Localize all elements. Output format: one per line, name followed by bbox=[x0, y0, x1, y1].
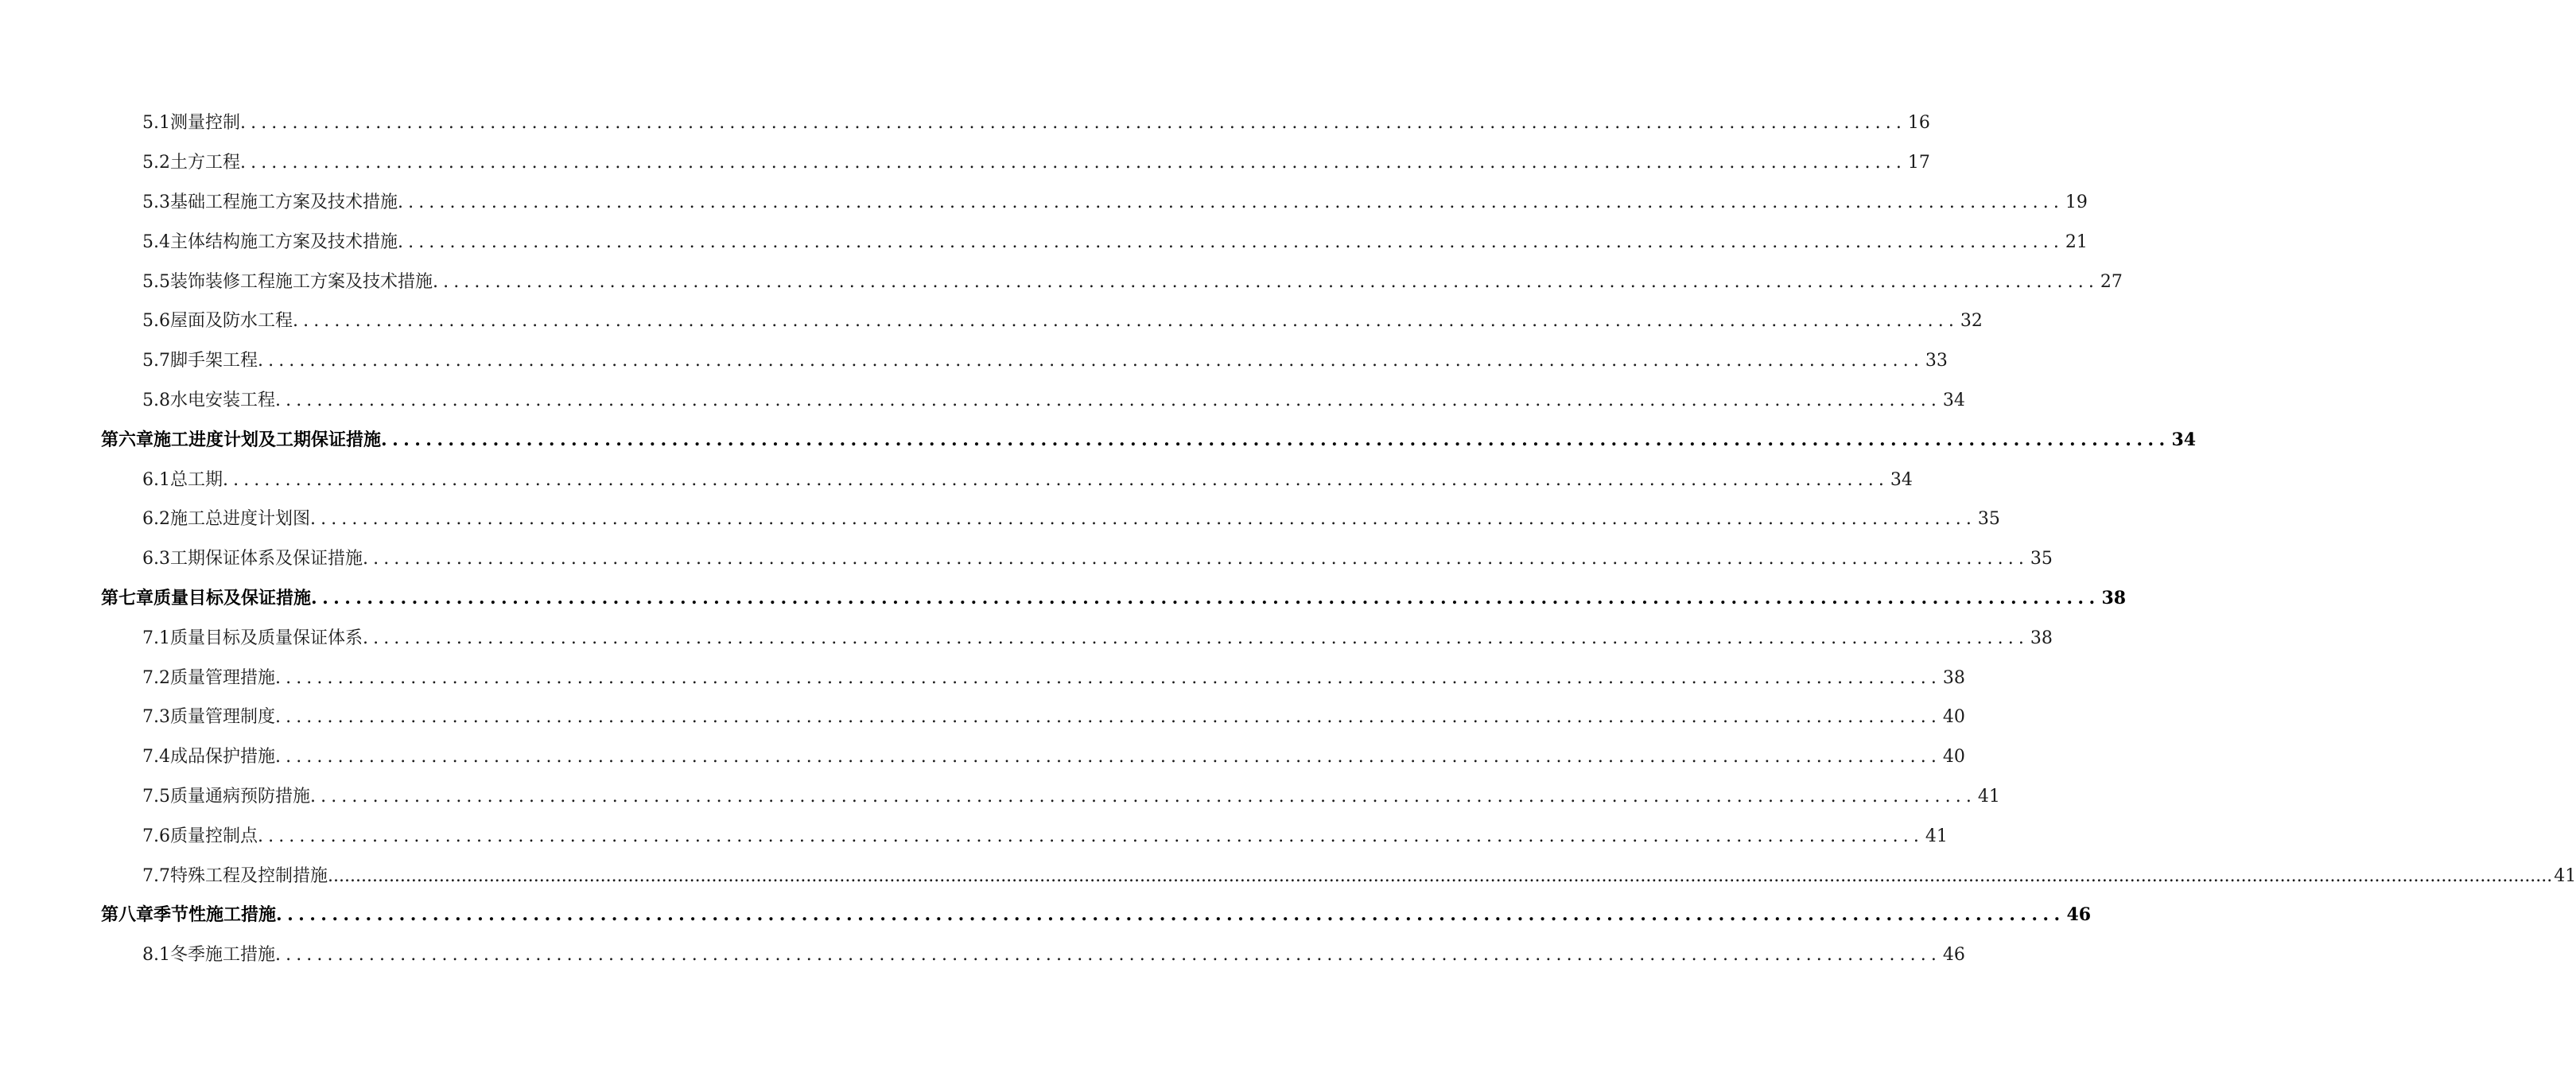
toc-entry-title: 质量目标及质量保证体系 bbox=[170, 628, 363, 648]
toc-entry-number: 6.2 bbox=[142, 509, 170, 530]
toc-section-entry[interactable] bbox=[0, 458, 1913, 498]
toc-entry-number: 6.3 bbox=[142, 549, 170, 569]
toc-entry-title: 质量通病预防措施 bbox=[170, 786, 311, 807]
toc-dot-leader: ................................................................................................................................................................ bbox=[363, 549, 2029, 569]
toc-entry-title: 水电安装工程 bbox=[170, 390, 276, 410]
toc-entry-line bbox=[142, 624, 2053, 649]
toc-entry-number: 7.3 bbox=[142, 707, 170, 728]
toc-entry-number: 5.6 bbox=[142, 311, 170, 332]
toc-entry-number: 5.4 bbox=[142, 231, 170, 252]
toc-entry-title: 脚手架工程 bbox=[170, 351, 258, 371]
toc-dot-leader: ................................................................................................................................................................ bbox=[433, 271, 2099, 292]
toc-entry-title: 施工总进度计划图 bbox=[170, 509, 311, 530]
toc-page-number: 34 bbox=[1890, 469, 1913, 490]
toc-entry-number: 第七章 bbox=[101, 587, 154, 608]
toc-page-number: 38 bbox=[2101, 587, 2127, 608]
toc-entry-number: 第六章 bbox=[101, 429, 154, 450]
toc-page-number: 17 bbox=[1907, 153, 1930, 173]
toc-section-entry[interactable] bbox=[0, 736, 1965, 776]
toc-entry-line bbox=[142, 228, 2088, 253]
toc-entry-title: 测量控制 bbox=[170, 113, 241, 134]
toc-page-number: 38 bbox=[1942, 667, 1965, 688]
toc-section-entry[interactable] bbox=[0, 181, 2088, 221]
toc-dot-leader: ................................................................................................................................................................ bbox=[275, 390, 1941, 410]
toc-entry-line bbox=[142, 822, 1948, 847]
toc-dot-leader: ................................................................................................................................................................ bbox=[258, 351, 1924, 371]
toc-entry-line bbox=[142, 703, 1965, 728]
toc-page-number: 40 bbox=[1942, 747, 1965, 768]
toc-entry-title: 基础工程施工方案及技术措施 bbox=[170, 192, 398, 212]
toc-entry-number: 7.7 bbox=[142, 865, 170, 886]
toc-chapter-entry[interactable] bbox=[0, 418, 2197, 458]
toc-section-entry[interactable] bbox=[0, 300, 1983, 340]
toc-entry-line bbox=[142, 466, 1913, 491]
toc-entry-number: 5.7 bbox=[142, 351, 170, 371]
toc-entry-line bbox=[142, 307, 1983, 332]
toc-entry-number: 5.3 bbox=[142, 192, 170, 212]
toc-section-entry[interactable] bbox=[0, 814, 1948, 854]
toc-entry-number: 7.6 bbox=[142, 826, 170, 846]
toc-entry-title: 季节性施工措施 bbox=[153, 904, 277, 926]
toc-page-number: 21 bbox=[2065, 231, 2088, 252]
toc-section-entry[interactable] bbox=[0, 220, 2088, 260]
toc-page-number: 38 bbox=[2030, 628, 2053, 648]
toc-section-entry[interactable] bbox=[0, 616, 2053, 656]
toc-entry-number: 8.1 bbox=[142, 945, 170, 966]
toc-section-entry[interactable] bbox=[0, 696, 1965, 736]
toc-entry-title: 质量目标及保证措施 bbox=[153, 587, 312, 608]
toc-dot-leader: ................................................................................................................................................................ bbox=[275, 747, 1941, 768]
toc-entry-number: 7.2 bbox=[142, 667, 170, 688]
toc-dot-leader: ................................................................................................................................................................ bbox=[275, 667, 1941, 688]
toc-dot-leader: ................................................................................................................................................................ bbox=[310, 509, 1976, 530]
toc-page-number: 32 bbox=[1960, 311, 1983, 332]
toc-entry-number: 6.1 bbox=[142, 469, 170, 490]
toc-entry-title: 质量管理措施 bbox=[170, 667, 276, 688]
toc-section-entry[interactable] bbox=[0, 340, 1948, 379]
toc-dot-leader: ................................................................................................................................................................ bbox=[275, 945, 1941, 966]
toc-page-number: 41 bbox=[1925, 826, 1948, 846]
toc-section-entry[interactable] bbox=[0, 934, 1965, 974]
toc-page-number: 41 bbox=[1977, 786, 2000, 807]
toc-dot-leader: ................................................................................................................................................................ bbox=[275, 707, 1941, 728]
toc-section-entry[interactable] bbox=[0, 854, 2576, 894]
toc-dot-leader: ................................................................................................................................................................ bbox=[276, 904, 2065, 926]
toc-entry-line bbox=[101, 901, 2092, 926]
toc-entry-line bbox=[142, 149, 1930, 173]
toc-dot-leader: ................................................................................................................................................................ bbox=[240, 113, 1906, 134]
toc-page-number: 19 bbox=[2065, 192, 2088, 212]
toc-section-entry[interactable] bbox=[0, 379, 1965, 419]
toc-section-entry[interactable] bbox=[0, 102, 1930, 142]
toc-entry-line bbox=[142, 664, 1965, 689]
toc-entry-title: 成品保护措施 bbox=[170, 747, 276, 768]
toc-entry-line bbox=[142, 387, 1965, 411]
toc-entry-number: 7.1 bbox=[142, 628, 170, 648]
toc-entry-title: 屋面及防水工程 bbox=[170, 311, 293, 332]
toc-entry-line bbox=[142, 743, 1965, 768]
toc-entry-line bbox=[142, 862, 2576, 887]
toc-page-number: 27 bbox=[2100, 271, 2123, 292]
toc-dot-leader: ................................................................................................................................................................ bbox=[363, 628, 2029, 648]
toc-entry-number: 7.4 bbox=[142, 747, 170, 768]
toc-section-entry[interactable] bbox=[0, 142, 1930, 181]
toc-page-number: 35 bbox=[1977, 509, 2000, 530]
toc-dot-leader: ................................................................................................................................................................................................................................................................................................................................................................................................................ bbox=[328, 865, 2553, 886]
toc-entry-title: 工期保证体系及保证措施 bbox=[170, 549, 363, 569]
toc-dot-leader: ................................................................................................................................................................ bbox=[240, 153, 1906, 173]
toc-page-number: 16 bbox=[1907, 113, 1930, 134]
toc-entry-number: 5.8 bbox=[142, 390, 170, 410]
toc-entry-title: 主体结构施工方案及技术措施 bbox=[170, 231, 398, 252]
toc-entry-number: 5.1 bbox=[142, 113, 170, 134]
table-of-contents bbox=[0, 102, 2576, 974]
toc-entry-title: 土方工程 bbox=[170, 153, 241, 173]
toc-entry-title: 装饰装修工程施工方案及技术措施 bbox=[170, 271, 433, 292]
toc-page-number: 34 bbox=[2171, 429, 2197, 450]
toc-entry-line bbox=[142, 505, 2000, 530]
toc-dot-leader: ................................................................................................................................................................ bbox=[311, 587, 2100, 608]
toc-entry-line bbox=[142, 189, 2088, 213]
toc-entry-line bbox=[142, 941, 1965, 966]
toc-dot-leader: ................................................................................................................................................................ bbox=[223, 469, 1889, 490]
toc-entry-number: 第八章 bbox=[101, 904, 154, 926]
toc-page-number: 46 bbox=[2066, 904, 2092, 926]
toc-entry-title: 特殊工程及控制措施 bbox=[170, 865, 328, 886]
toc-page-number: 33 bbox=[1925, 351, 1948, 371]
toc-entry-number: 5.5 bbox=[142, 271, 170, 292]
toc-entry-title: 施工进度计划及工期保证措施 bbox=[153, 429, 382, 450]
toc-entry-line bbox=[101, 426, 2197, 451]
toc-section-entry[interactable] bbox=[0, 538, 2053, 577]
toc-dot-leader: ................................................................................................................................................................ bbox=[381, 429, 2170, 450]
toc-entry-line bbox=[142, 109, 1930, 134]
toc-dot-leader: ................................................................................................................................................................ bbox=[293, 311, 1959, 332]
toc-entry-title: 质量控制点 bbox=[170, 826, 258, 846]
toc-entry-line bbox=[142, 783, 2000, 807]
toc-section-entry[interactable] bbox=[0, 776, 2000, 815]
toc-section-entry[interactable] bbox=[0, 260, 2123, 300]
toc-dot-leader: ................................................................................................................................................................ bbox=[398, 231, 2064, 252]
toc-page-number: 35 bbox=[2030, 549, 2053, 569]
toc-dot-leader: ................................................................................................................................................................ bbox=[258, 826, 1924, 846]
toc-section-entry[interactable] bbox=[0, 498, 2000, 538]
toc-page-number: 46 bbox=[1942, 945, 1965, 966]
toc-entry-number: 5.2 bbox=[142, 153, 170, 173]
toc-entry-title: 冬季施工措施 bbox=[170, 945, 276, 966]
toc-chapter-entry[interactable] bbox=[0, 577, 2127, 617]
toc-entry-line bbox=[101, 585, 2127, 609]
toc-dot-leader: ................................................................................................................................................................ bbox=[398, 192, 2064, 212]
toc-chapter-entry[interactable] bbox=[0, 894, 2092, 934]
toc-entry-number: 7.5 bbox=[142, 786, 170, 807]
toc-entry-line bbox=[142, 268, 2123, 293]
toc-section-entry[interactable] bbox=[0, 656, 1965, 696]
toc-dot-leader: ................................................................................................................................................................ bbox=[310, 786, 1976, 807]
toc-page-number: 41 bbox=[2554, 865, 2576, 886]
toc-page-number: 34 bbox=[1942, 390, 1965, 410]
toc-entry-title: 总工期 bbox=[170, 469, 223, 490]
toc-entry-title: 质量管理制度 bbox=[170, 707, 276, 728]
toc-page-number: 40 bbox=[1942, 707, 1965, 728]
toc-entry-line bbox=[142, 347, 1948, 371]
toc-entry-line bbox=[142, 545, 2053, 569]
